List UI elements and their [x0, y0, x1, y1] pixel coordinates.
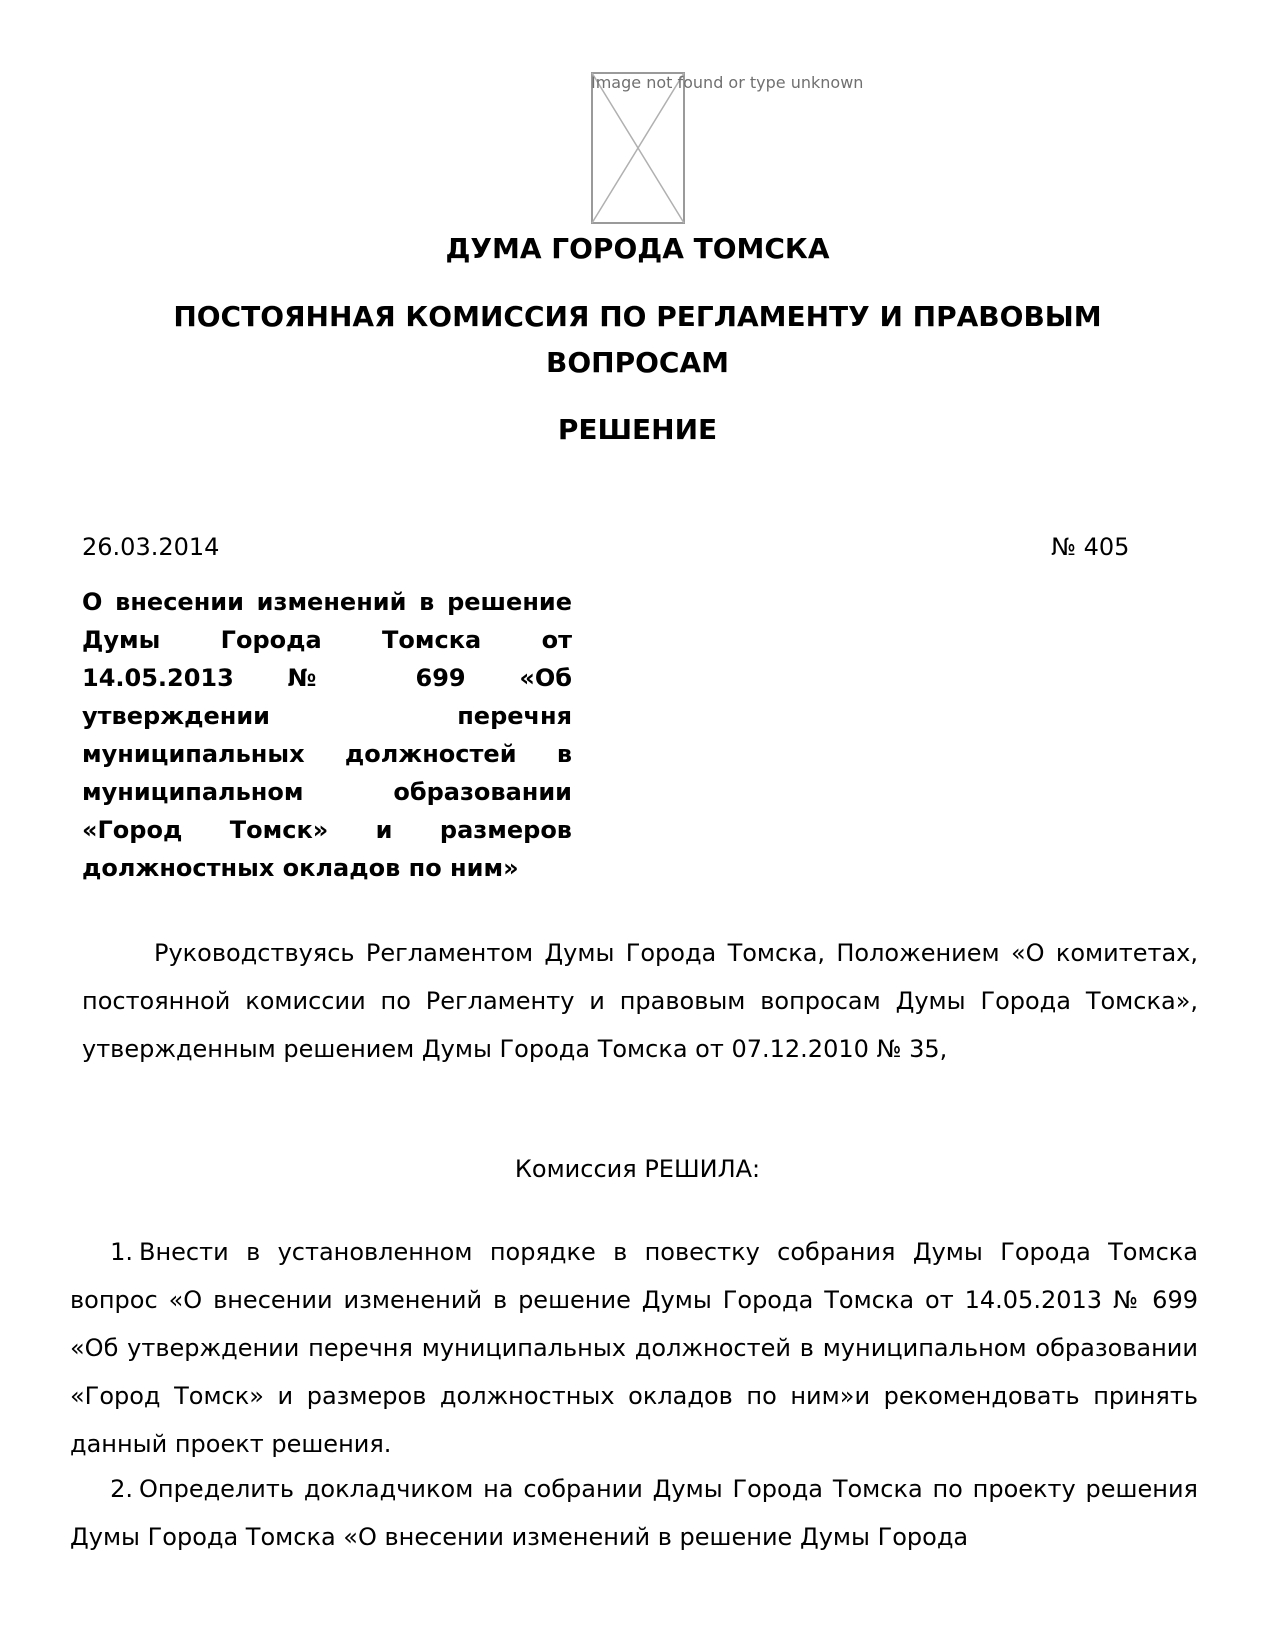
resolved-heading: Комиссия РЕШИЛА:	[514, 1155, 761, 1183]
decision-number: № 405	[1051, 533, 1130, 561]
decision-items	[70, 1228, 1198, 1558]
preamble-paragraph: Руководствуясь Регламентом Думы Города Томска, Положением «О комитетах, постоянной комиссии по Регламенту и правовым вопросам Думы Города Томска», утвержденным решением Думы Города Томска от 07.12.2010 № 35,	[82, 939, 1198, 1063]
decision-date: 26.03.2014	[82, 533, 220, 561]
document-type: РЕШЕНИЕ	[557, 413, 718, 446]
decision-item-2	[70, 1465, 1198, 1561]
emblem-placeholder	[591, 72, 685, 224]
commission-title: ПОСТОЯННАЯ КОМИССИЯ ПО РЕГЛАМЕНТУ И ПРАВОВЫМ ВОПРОСАМ	[173, 300, 1102, 379]
broken-image-icon	[591, 72, 685, 224]
item-number: 1.	[110, 1238, 133, 1266]
emblem-caption: Image not found or type unknown	[591, 73, 864, 92]
decision-item-1	[70, 1228, 1198, 1468]
council-title: ДУМА ГОРОДА ТОМСКА	[445, 232, 830, 265]
item-text: Внести в установленном порядке в повестку собрания Думы Города Томска вопрос «О внесении изменений в решение Думы Города Томска от 14.05.2013 № 699 «Об утверждении перечня муниципальных должностей в муниципальном образовании «Город Томск» и размеров должностных окладов по ним»и рекомендовать принять данный проект решения.	[70, 1238, 1198, 1458]
item-number: 2.	[110, 1475, 133, 1503]
decision-subject: О внесении изменений в решение Думы Города Томска от 14.05.2013 № 699 «Об утверждении перечня муниципальных должностей в муниципальном образовании «Город Томск» и размеров должностных окладов по ним»	[82, 588, 572, 882]
item-text: Определить докладчиком на собрании Думы Города Томска по проекту решения Думы Города Томска «О внесении изменений в решение Думы Города	[70, 1475, 1198, 1551]
